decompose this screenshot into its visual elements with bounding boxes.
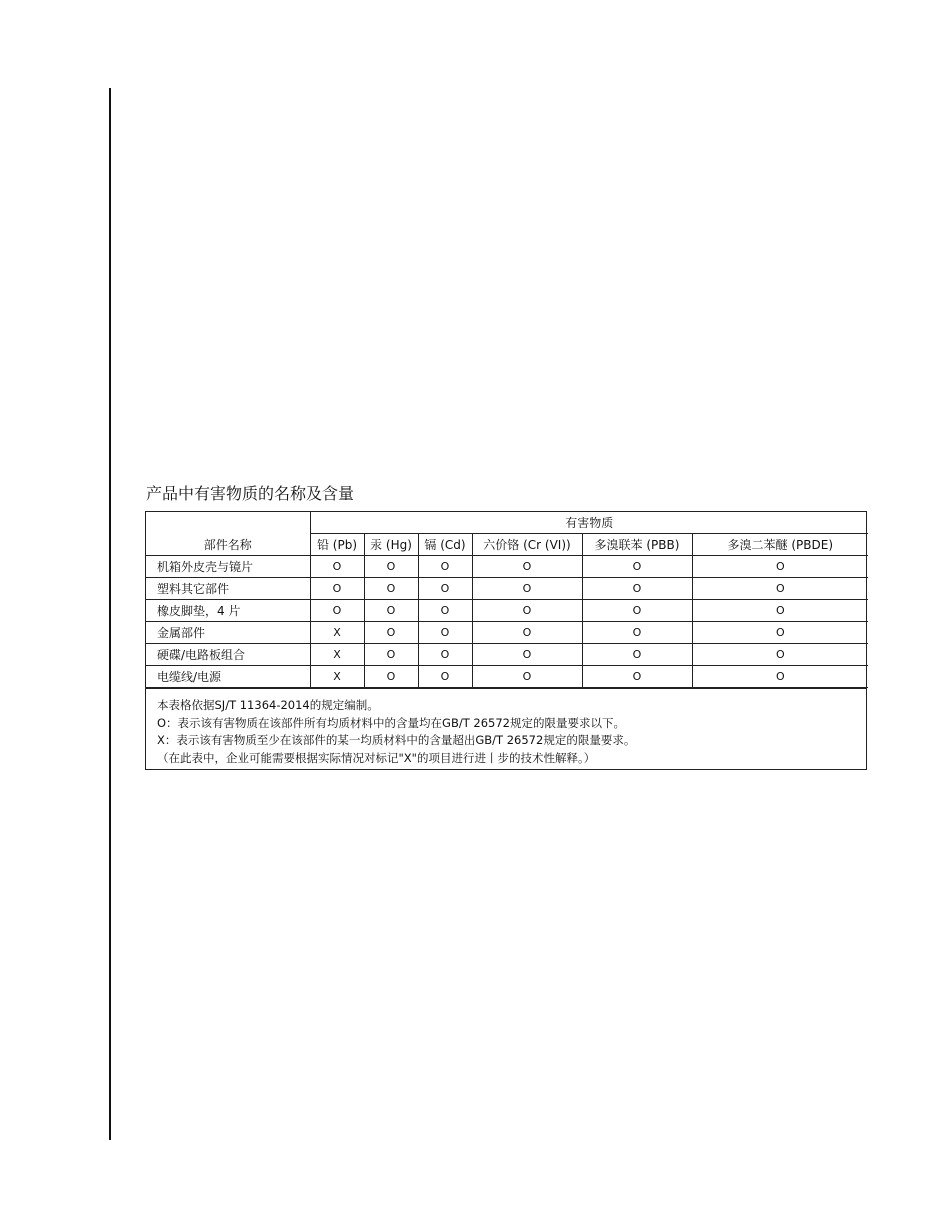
mark-cell: O — [692, 622, 868, 644]
mark-cell: O — [310, 556, 364, 578]
mark-cell: O — [418, 600, 472, 622]
part-name-cell: 金属部件 — [146, 622, 310, 644]
mark-cell: O — [472, 556, 582, 578]
part-name-cell: 塑料其它部件 — [146, 578, 310, 600]
substance-header: 多溴二苯醚 (PBDE) — [692, 534, 868, 556]
mark-cell: O — [418, 622, 472, 644]
note-line: （在此表中，企业可能需要根据实际情况对标记"X"的项目进行进丨步的技术性解释。） — [157, 750, 596, 765]
mark-cell: O — [364, 600, 418, 622]
part-name-cell: 机箱外皮壳与镜片 — [146, 556, 310, 578]
left-margin-rule — [109, 88, 111, 1140]
substance-header: 铅 (Pb) — [310, 534, 364, 556]
table-row — [146, 556, 868, 578]
mark-cell: O — [582, 600, 692, 622]
part-name-header: 部件名称 — [146, 512, 310, 556]
note-line: O：表示该有害物质在该部件所有均质材料中的含量均在GB/T 26572规定的限量要求以下。 — [157, 715, 625, 730]
mark-cell: O — [310, 578, 364, 600]
mark-cell: O — [418, 556, 472, 578]
substance-header: 多溴联苯 (PBB) — [582, 534, 692, 556]
part-name-cell: 硬碟/电路板组合 — [146, 644, 310, 666]
mark-cell: O — [692, 556, 868, 578]
mark-cell: X — [310, 666, 364, 688]
mark-cell: O — [418, 666, 472, 688]
mark-cell: O — [582, 622, 692, 644]
mark-cell: O — [692, 644, 868, 666]
note-line: X：表示该有害物质至少在该部件的某一均质材料中的含量超出GB/T 26572规定的限量要求。 — [157, 733, 636, 747]
mark-cell: O — [582, 666, 692, 688]
mark-cell: O — [472, 644, 582, 666]
mark-cell: O — [310, 600, 364, 622]
mark-cell: O — [364, 578, 418, 600]
note-line: 本表格依据SJ/T 11364-2014的规定编制。 — [157, 698, 379, 712]
table-row — [146, 578, 868, 600]
table-row — [146, 644, 868, 666]
mark-cell: O — [582, 556, 692, 578]
mark-cell: O — [364, 644, 418, 666]
mark-cell: O — [364, 666, 418, 688]
mark-cell: X — [310, 622, 364, 644]
mark-cell: O — [472, 622, 582, 644]
table-row — [146, 666, 868, 688]
mark-cell: O — [692, 578, 868, 600]
part-name-cell: 橡皮脚垫，4 片 — [146, 600, 310, 622]
substance-header: 镉 (Cd) — [418, 534, 472, 556]
mark-cell: O — [472, 666, 582, 688]
part-name-cell: 电缆线/电源 — [146, 666, 310, 688]
mark-cell: O — [692, 666, 868, 688]
substance-header: 六价铬 (Cr (VI)) — [472, 534, 582, 556]
mark-cell: O — [364, 556, 418, 578]
substances-group-header: 有害物质 — [310, 512, 868, 534]
table-row — [146, 600, 868, 622]
table-header-row-group — [146, 512, 868, 534]
mark-cell: O — [364, 622, 418, 644]
substance-header: 汞 (Hg) — [364, 534, 418, 556]
mark-cell: O — [582, 644, 692, 666]
page-title: 产品中有害物质的名称及含量 — [146, 484, 355, 503]
table-row — [146, 622, 868, 644]
mark-cell: X — [310, 644, 364, 666]
mark-cell: O — [418, 644, 472, 666]
mark-cell: O — [472, 600, 582, 622]
table-notes — [146, 688, 866, 769]
hazardous-substances-table — [145, 511, 867, 770]
mark-cell: O — [692, 600, 868, 622]
mark-cell: O — [472, 578, 582, 600]
mark-cell: O — [418, 578, 472, 600]
mark-cell: O — [582, 578, 692, 600]
